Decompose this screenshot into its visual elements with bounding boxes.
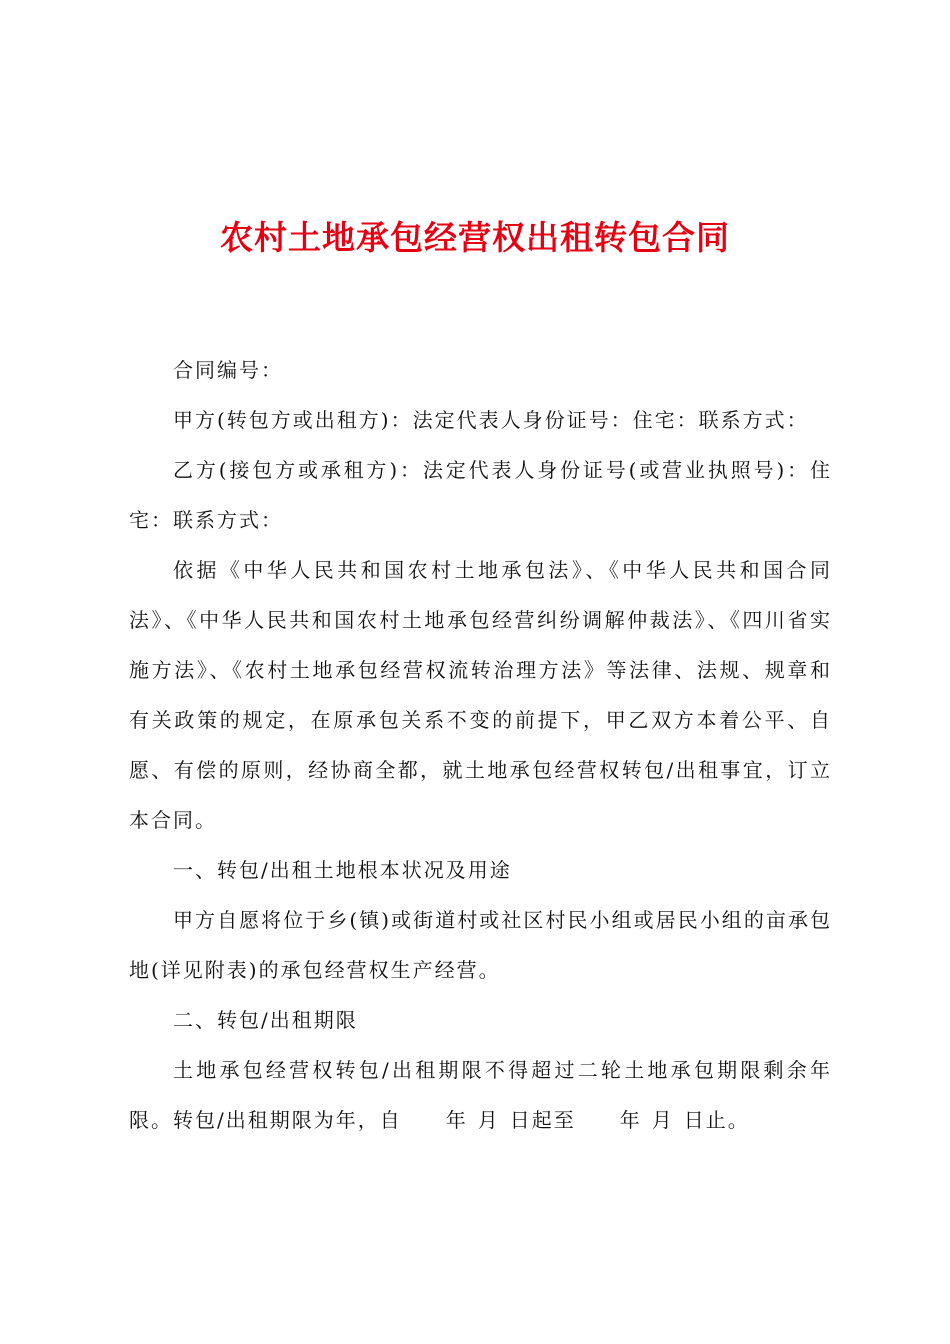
term-end: 日止。 bbox=[683, 1108, 750, 1132]
party-a-line: 甲方(转包方或出租方)：法定代表人身份证号：住宅：联系方式： bbox=[173, 408, 809, 432]
term-from-word: 自 bbox=[379, 1108, 402, 1132]
term-day-1: 日起至 bbox=[509, 1108, 576, 1132]
document-body bbox=[129, 345, 832, 1145]
section-1-heading: 一、转包/出租土地根本状况及用途 bbox=[173, 858, 512, 882]
legal-basis-paragraph: 依据《中华人民共和国农村土地承包法》、《中华人民共和国合同法》、《中华人民共和国农村土地承包经营纠纷调解仲裁法》、《四川省实施方法》、《农村土地承包经营权流转治理方法》等法律、法规、规章和有关政策的规定，在原承包关系不变的前提下，甲乙双方本着公平、自愿、有偿的原则，经协商全都，就土地承包经营权转包/出租事宜，订立本合同。 bbox=[129, 558, 832, 832]
section-2-paragraph bbox=[129, 1045, 832, 1145]
term-month-2: 月 bbox=[651, 1108, 674, 1132]
party-b-line: 乙方(接包方或承租方)：法定代表人身份证号(或营业执照号)：住宅：联系方式： bbox=[129, 458, 832, 532]
contract-number-line: 合同编号： bbox=[173, 358, 283, 382]
term-text: 土地承包经营权转包/出租期限不得超过二轮土地承包期限剩余年限。转包/出租期限为年， bbox=[129, 1058, 832, 1132]
section-2-heading: 二、转包/出租期限 bbox=[173, 1008, 358, 1032]
document-title: 农村土地承包经营权出租转包合同 bbox=[220, 218, 730, 257]
section-1-paragraph: 甲方自愿将位于乡(镇)或街道村或社区村民小组或居民小组的亩承包地(详见附表)的承包经营权生产经营。 bbox=[129, 908, 832, 982]
term-year-2: 年 bbox=[619, 1108, 642, 1132]
term-year-1: 年 bbox=[445, 1108, 468, 1132]
term-month-1: 月 bbox=[477, 1108, 500, 1132]
